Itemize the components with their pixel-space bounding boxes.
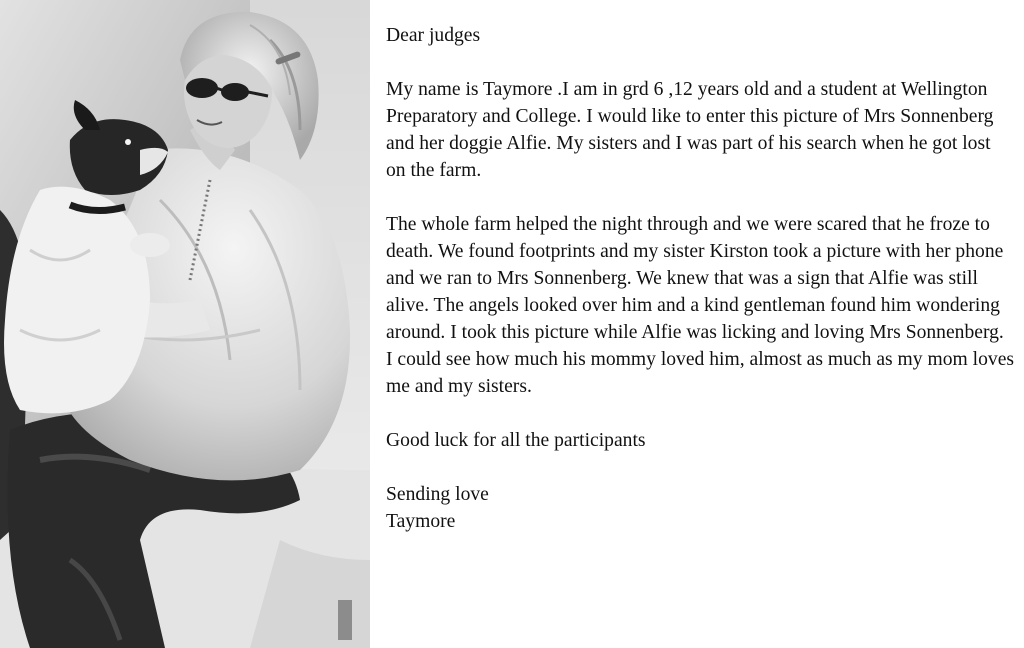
letter-signature: Taymore [386,511,456,532]
letter-body [386,22,1014,535]
photo-illustration [0,0,370,648]
letter-closing-line: Good luck for all the participants [386,430,646,451]
photo-woman-with-dog [0,0,370,648]
letter-paragraph-1: My name is Taymore .I am in grd 6 ,12 years old and a student at Wellington Preparatory and College. I would like to enter this picture of Mrs Sonnenberg and her doggie Alfie. My sisters and I was part of his search when he got lost on the farm. [386,79,994,181]
letter-salutation: Dear judges [386,25,481,46]
letter-paragraph-2: The whole farm helped the night through and we were scared that he froze to death. We found footprints and my sister Kirston took a picture with her phone and we ran to Mrs Sonnenberg. We knew that was a sign that Alfie was still alive. The angels looked over him and a kind gentleman found him wondering around. I took this picture while Alfie was licking and loving Mrs Sonnenberg. I could see how much his mommy loved him, almost as much as my mom loves me and my sisters. [386,214,1015,397]
letter-sign-off: Sending love [386,484,489,505]
